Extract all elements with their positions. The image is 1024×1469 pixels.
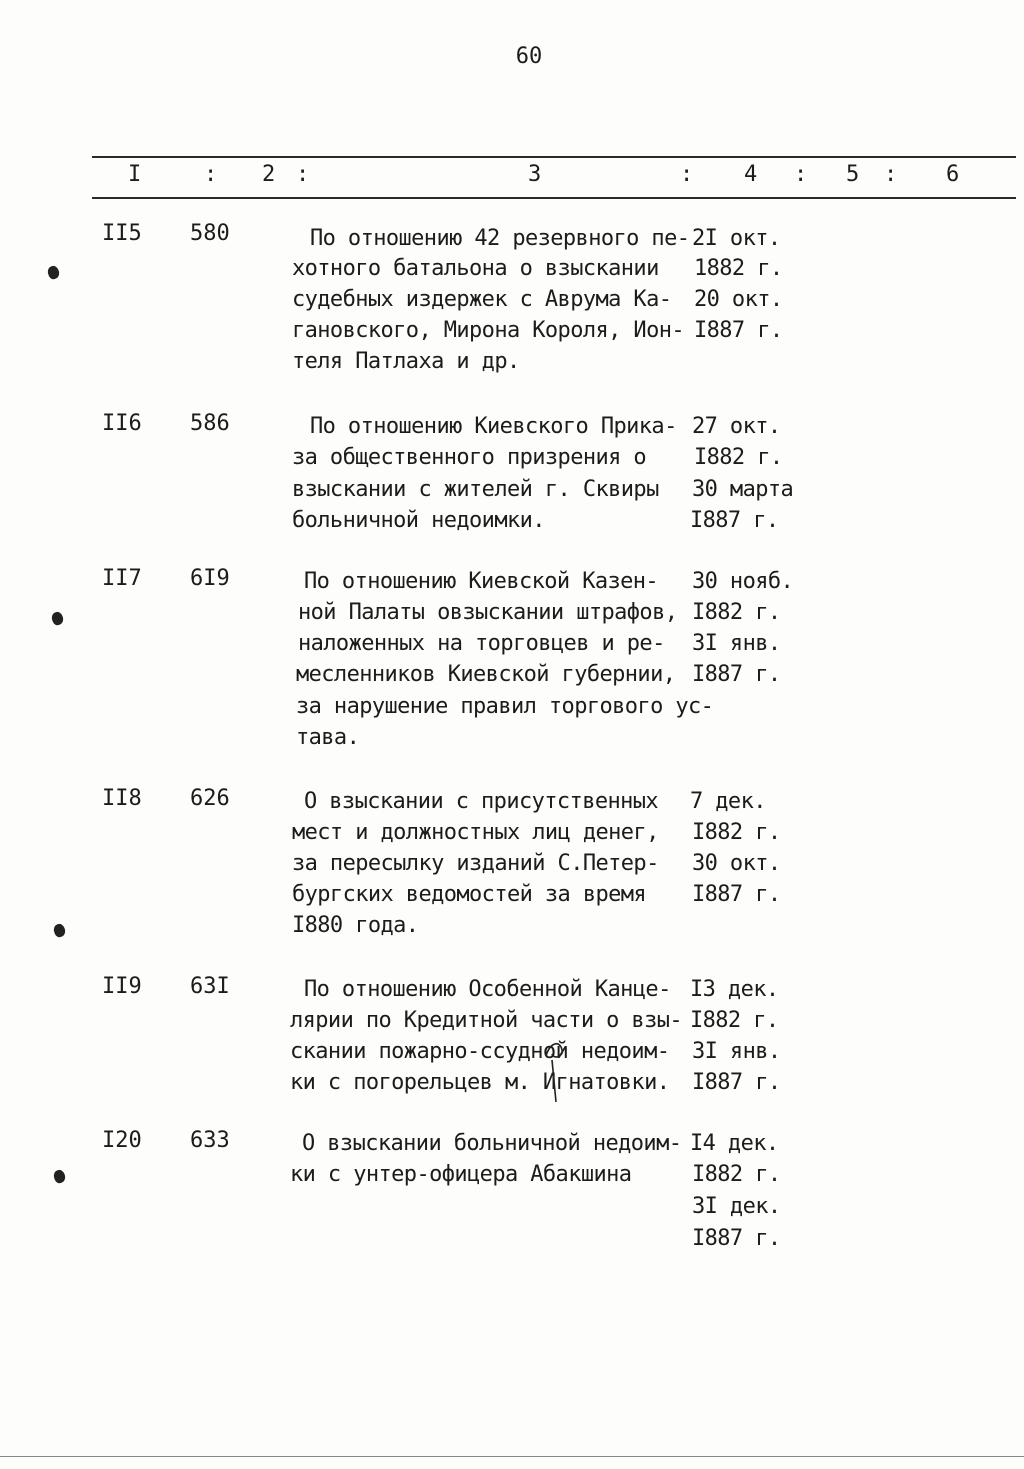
header-col-3: 3 — [528, 162, 542, 187]
entry-description-line: ной Палаты овзыскании штрафов, — [298, 600, 678, 625]
header-separator: : — [296, 162, 310, 187]
entry-date-line: I887 г. — [692, 1070, 781, 1095]
entry-date-line: 3I янв. — [692, 1039, 781, 1064]
entry-date-line: 20 окт. — [694, 287, 783, 312]
entry-folio: 63I — [190, 974, 230, 999]
entry-number: II6 — [102, 411, 142, 436]
entry-date-line: I887 г. — [694, 318, 783, 343]
entry-folio: 586 — [190, 411, 230, 436]
page-number: 60 — [515, 44, 543, 69]
entry-date-line: 2I окт. — [692, 226, 781, 251]
entry-description-line: О взыскании с присутственных — [304, 789, 659, 814]
entry-date-line: I4 дек. — [690, 1131, 779, 1156]
entry-description-line: мест и должностных лиц денег, — [292, 820, 659, 845]
entry-date-line: 3I дек. — [692, 1194, 781, 1219]
entry-description-line: бургских ведомостей за время — [292, 882, 647, 907]
entry-description-line: больничной недоимки. — [292, 508, 545, 533]
header-separator: : — [204, 162, 218, 187]
entry-number: II8 — [102, 786, 142, 811]
entry-number: II5 — [102, 221, 142, 246]
entry-description-line: ки с унтер-офицера Абакшина — [290, 1162, 632, 1187]
entry-description-line: О взыскании больничной недоим- — [302, 1131, 682, 1156]
entry-description-line: за общественного призрения о — [292, 445, 647, 470]
entry-date-line: I882 г. — [694, 445, 783, 470]
entry-description-line: судебных издержек с Аврума Ка- — [292, 287, 672, 312]
table-header-bottom-rule — [92, 197, 1016, 199]
table-top-rule — [92, 156, 1016, 158]
entry-date-line: I887 г. — [690, 508, 779, 533]
entry-date-line: 3I янв. — [692, 631, 781, 656]
header-col-2: 2 — [262, 162, 276, 187]
entry-date-line: I882 г. — [692, 600, 781, 625]
entry-description-line: за нарушение правил торгового ус- — [296, 694, 714, 719]
entry-date-line: 1882 г. — [694, 256, 783, 281]
entry-date-line: I882 г. — [692, 1162, 781, 1187]
entry-description-line: По отношению Киевской Казен- — [304, 569, 659, 594]
header-col-6: 6 — [946, 162, 960, 187]
header-separator: : — [884, 162, 898, 187]
header-col-1: I — [128, 162, 142, 187]
entry-folio: 6I9 — [190, 566, 230, 591]
header-separator: : — [794, 162, 808, 187]
entry-description-line: По отношению Особенной Канце- — [304, 977, 671, 1002]
entry-description-line: взыскании с жителей г. Сквиры — [292, 477, 659, 502]
entry-description-line: I880 года. — [292, 913, 419, 938]
entry-date-line: I887 г. — [692, 662, 781, 687]
header-col-5: 5 — [846, 162, 860, 187]
entry-date-line: 27 окт. — [692, 414, 781, 439]
entry-description-line: гановского, Мирона Короля, Ион- — [292, 318, 684, 343]
entry-description-line: месленников Киевской губернии, — [296, 662, 676, 687]
entry-date-line: 30 марта — [692, 477, 794, 502]
entry-number: I20 — [102, 1128, 142, 1153]
entry-date-line: I882 г. — [692, 820, 781, 845]
entry-date-line: 30 окт. — [692, 851, 781, 876]
header-separator: : — [680, 162, 694, 187]
entry-description-line: за пересылку изданий С.Петер- — [292, 851, 659, 876]
entry-date-line: I887 г. — [692, 1226, 781, 1251]
entry-description-line: теля Патлаха и др. — [292, 349, 520, 374]
entry-folio: 633 — [190, 1128, 230, 1153]
punch-hole-icon — [52, 923, 67, 939]
entry-description-line: По отношению 42 резервного пе- — [310, 226, 690, 251]
entry-date-line: I3 дек. — [690, 977, 779, 1002]
entry-folio: 580 — [190, 221, 230, 246]
punch-hole-icon — [46, 265, 61, 281]
entry-description-line: хотного батальона о взыскании — [292, 256, 659, 281]
entry-date-line: 30 нояб. — [692, 569, 794, 594]
entry-description-line: скании пожарно-ссудной недоим- — [290, 1039, 670, 1064]
handwritten-correction-mark — [540, 1036, 570, 1106]
entry-number: II9 — [102, 974, 142, 999]
entry-folio: 626 — [190, 786, 230, 811]
entry-number: II7 — [102, 566, 142, 591]
entry-date-line: 7 дек. — [690, 789, 766, 814]
header-col-4: 4 — [744, 162, 758, 187]
entry-description-line: ки с погорельцев м. Игнатовки. — [290, 1070, 670, 1095]
entry-description-line: По отношению Киевского Прика- — [310, 414, 677, 439]
entry-date-line: I887 г. — [692, 882, 781, 907]
punch-hole-icon — [50, 611, 65, 627]
punch-hole-icon — [52, 1169, 67, 1185]
entry-date-line: I882 г. — [690, 1008, 779, 1033]
entry-description-line: тава. — [296, 725, 360, 750]
entry-description-line: наложенных на торговцев и ре- — [298, 631, 665, 656]
page-bottom-rule — [0, 1456, 1024, 1457]
entry-description-line: лярии по Кредитной части о взы- — [290, 1008, 682, 1033]
